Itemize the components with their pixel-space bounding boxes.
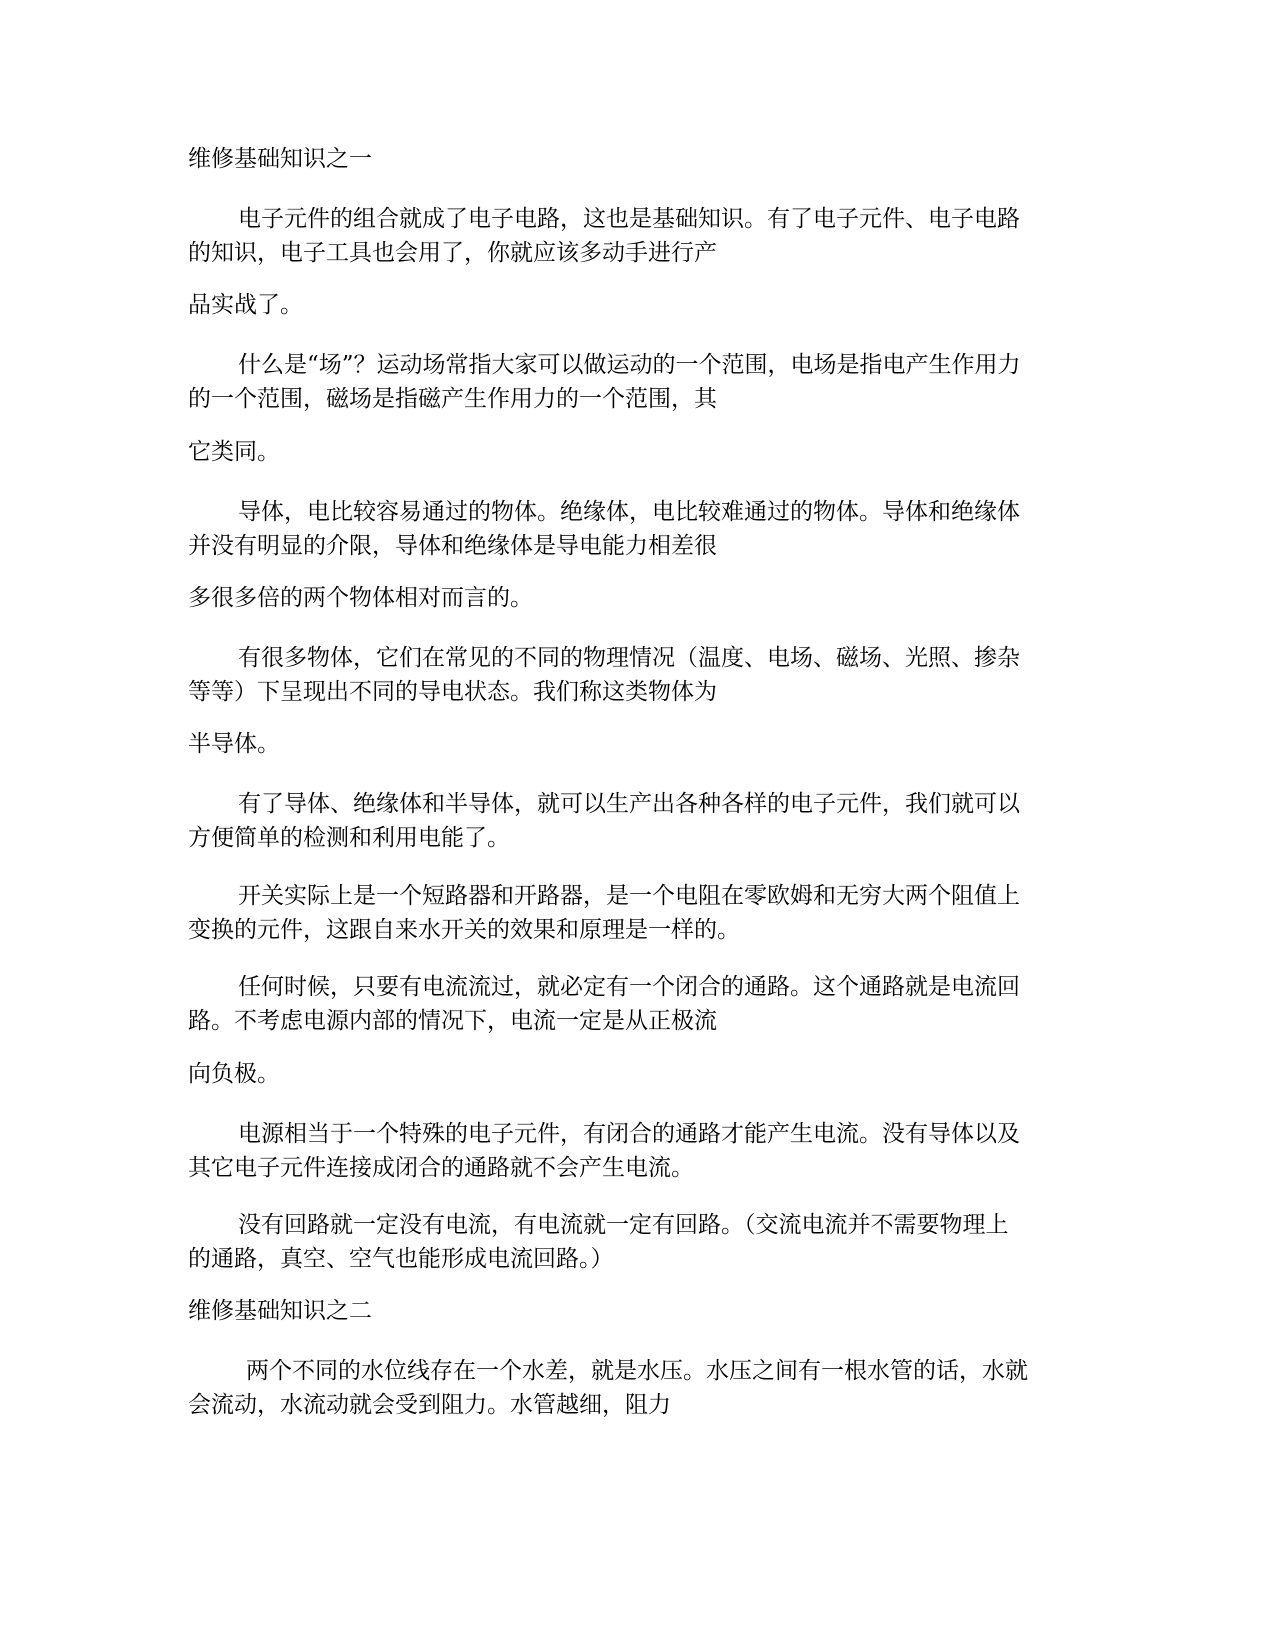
paragraph-10: 两个不同的水位线存在一个水差，就是水压。水压之间有一根水管的话，水就 会流动，水流动就会受到阻力。水管越细，阻力 xyxy=(188,1358,1028,1418)
paragraph-7: 任何时候，只要有电流流过，就必定有一个闭合的通路。这个通路就是电流回 路。不考虑电源内部的情况下，电流一定是从正极流 xyxy=(188,974,1020,1034)
paragraph-1: 电子元件的组合就成了电子电路，这也是基础知识。有了电子元件、电子电路 的知识，电子工具也会用了，你就应该多动手进行产 xyxy=(188,206,1020,266)
paragraph-8: 电源相当于一个特殊的电子元件，有闭合的通路才能产生电流。没有导体以及 其它电子元件连接成闭合的通路就不会产生电流。 xyxy=(188,1121,1020,1181)
paragraph-1-continuation: 品实战了。 xyxy=(188,292,303,318)
paragraph-9: 没有回路就一定没有电流，有电流就一定有回路。（交流电流并不需要物理上 的通路，真空、空气也能形成电流回路。） xyxy=(188,1212,1009,1272)
paragraph-4-continuation: 半导体。 xyxy=(188,731,280,757)
paragraph-6: 开关实际上是一个短路器和开路器，是一个电阻在零欧姆和无穷大两个阻值上 变换的元件，这跟自来水开关的效果和原理是一样的。 xyxy=(188,883,1020,943)
paragraph-2: 什么是“场”？运动场常指大家可以做运动的一个范围，电场是指电产生作用力 的一个范围，磁场是指磁产生作用力的一个范围，其 xyxy=(188,352,1021,412)
paragraph-3: 导体，电比较容易通过的物体。绝缘体，电比较难通过的物体。导体和绝缘体 并没有明显的介限，导体和绝缘体是导电能力相差很 xyxy=(188,499,1020,559)
paragraph-2-continuation: 它类同。 xyxy=(188,439,280,465)
paragraph-3-continuation: 多很多倍的两个物体相对而言的。 xyxy=(188,585,533,611)
paragraph-5: 有了导体、绝缘体和半导体，就可以生产出各种各样的电子元件，我们就可以 方便简单的检测和利用电能了。 xyxy=(188,791,1020,851)
section-heading-1: 维修基础知识之一 xyxy=(188,146,372,172)
section-heading-2: 维修基础知识之二 xyxy=(188,1298,372,1324)
paragraph-7-continuation: 向负极。 xyxy=(188,1061,280,1087)
paragraph-4: 有很多物体，它们在常见的不同的物理情况（温度、电场、磁场、光照、掺杂 等等）下呈现出不同的导电状态。我们称这类物体为 xyxy=(188,645,1020,705)
